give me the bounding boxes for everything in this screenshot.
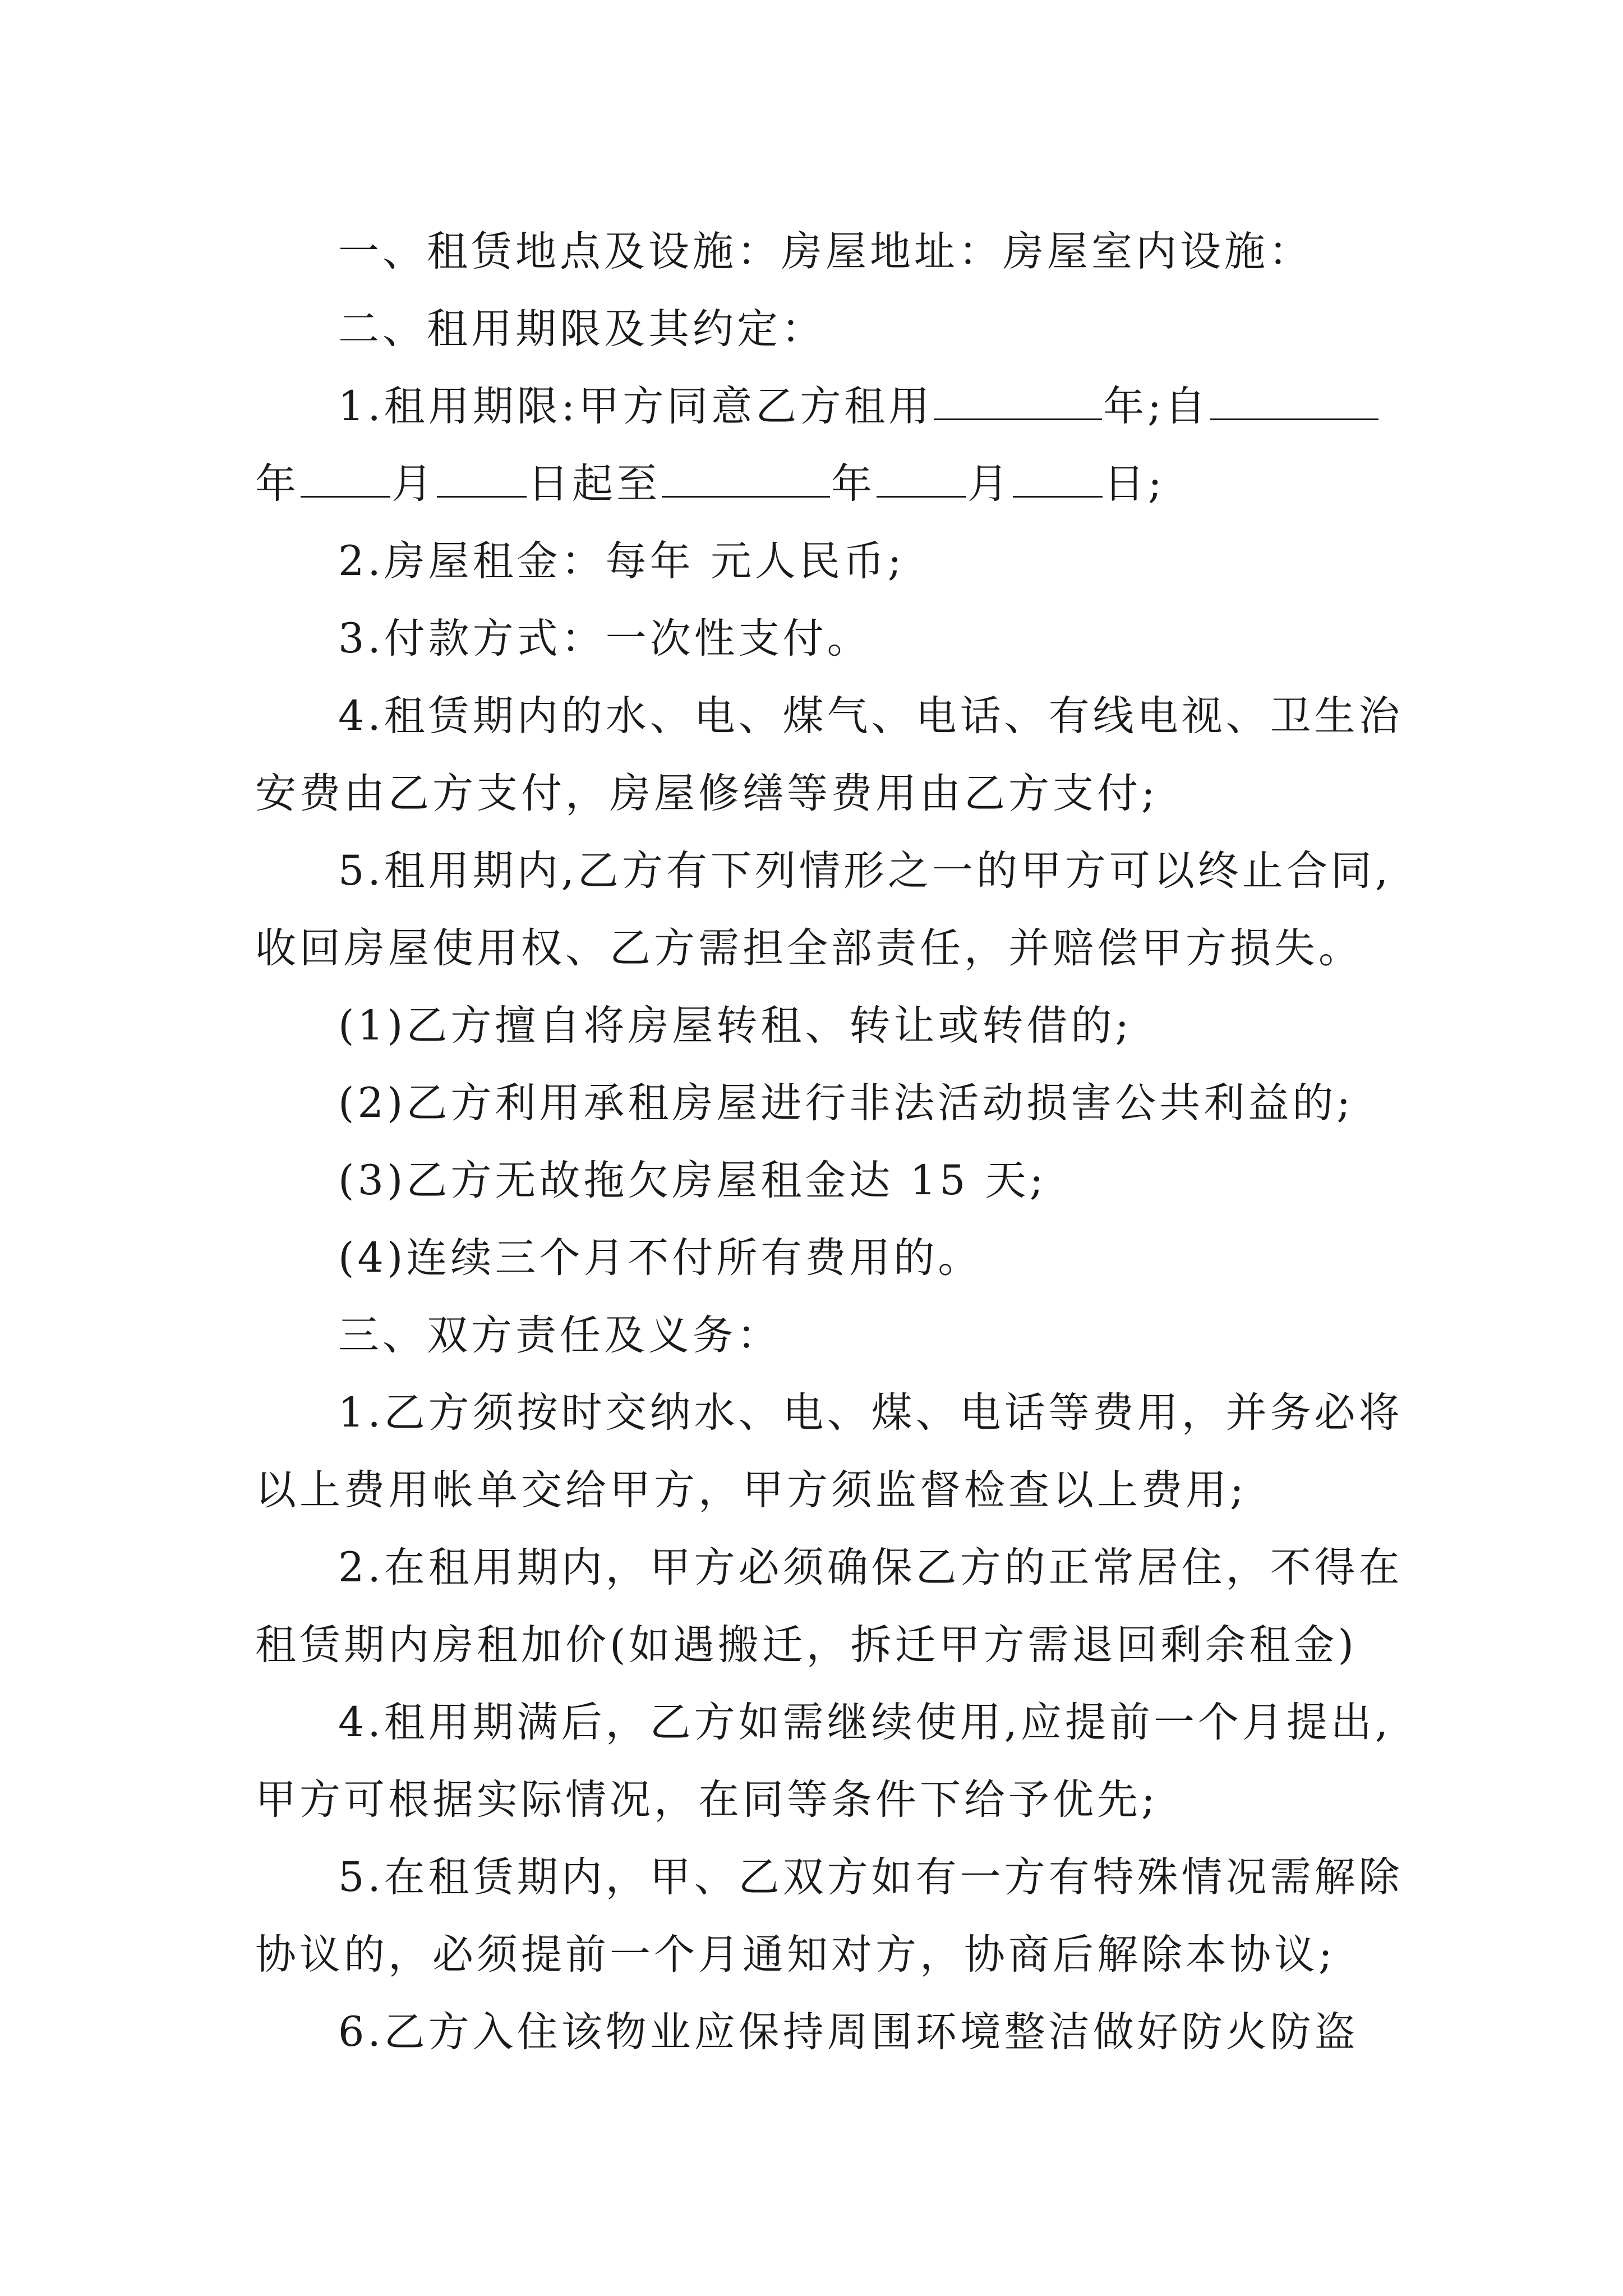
termination-case-1: (1)乙方擅自将房屋转租、转让或转借的;: [338, 1002, 1132, 1050]
start-day-label: 日起至: [528, 460, 661, 508]
duty-1-line-2: 以上费用帐单交给甲方，甲方须监督检查以上费用;: [255, 1466, 1247, 1514]
section-3-heading: 三、双方责任及义务：: [338, 1312, 781, 1359]
term-clause-line-1: [255, 368, 1382, 445]
start-year-label: 年: [255, 460, 299, 508]
duty-5-line-2: 协议的，必须提前一个月通知对方，协商后解除本协议;: [255, 1931, 1336, 1978]
start-month-blank[interactable]: [301, 462, 390, 498]
end-day-label: 日;: [1104, 460, 1165, 508]
end-year-blank[interactable]: [662, 462, 830, 498]
duty-4-line-2: 甲方可根据实际情况，在同等条件下给予优先;: [255, 1776, 1159, 1824]
end-year-label: 年: [831, 460, 875, 508]
duty-4-line-1: 4.租用期满后，乙方如需继续使用,应提前一个月提出,: [338, 1699, 1392, 1746]
term-prefix: 1.租用期限:甲方同意乙方租用: [338, 383, 933, 430]
term-clause-line-2: [255, 445, 1382, 523]
end-day-blank[interactable]: [1013, 462, 1103, 498]
section-1-heading: 一、租赁地点及设施：房屋地址：房屋室内设施：: [338, 228, 1313, 275]
duty-2-line-2: 租赁期内房租加价(如遇搬迁，拆迁甲方需退回剩余租金): [255, 1621, 1357, 1669]
end-month-label: 月: [967, 460, 1012, 508]
rent-clause: 2.房屋租金：每年 元人民币;: [338, 537, 905, 585]
start-year-blank[interactable]: [1210, 385, 1378, 420]
start-day-blank[interactable]: [437, 462, 527, 498]
termination-clause-line-2: 收回房屋使用权、乙方需担全部责任，并赔偿甲方损失。: [255, 924, 1363, 972]
term-years-suffix: 年;自: [1103, 383, 1209, 430]
section-2-heading: 二、租用期限及其约定：: [338, 305, 826, 353]
payment-clause: 3.付款方式：一次性支付。: [338, 615, 872, 662]
termination-case-3: (3)乙方无故拖欠房屋租金达 15 天;: [338, 1157, 1047, 1204]
duty-5-line-1: 5.在租赁期内，甲、乙双方如有一方有特殊情况需解除: [338, 1853, 1403, 1901]
years-blank[interactable]: [934, 385, 1102, 420]
fees-clause-line-2: 安费由乙方支付，房屋修缮等费用由乙方支付;: [255, 770, 1159, 817]
duty-1-line-1: 1.乙方须按时交纳水、电、煤、电话等费用，并务必将: [338, 1389, 1403, 1437]
duty-2-line-1: 2.在租用期内，甲方必须确保乙方的正常居住，不得在: [338, 1544, 1403, 1591]
duty-6-line-1: 6.乙方入住该物业应保持周围环境整洁做好防火防盗: [338, 2008, 1359, 2056]
document-body: [255, 213, 1403, 2071]
fees-clause-line-1: 4.租赁期内的水、电、煤气、电话、有线电视、卫生治: [338, 692, 1403, 740]
end-month-blank[interactable]: [877, 462, 966, 498]
termination-case-2: (2)乙方利用承租房屋进行非法活动损害公共利益的;: [338, 1079, 1354, 1127]
termination-case-4: (4)连续三个月不付所有费用的。: [338, 1234, 983, 1282]
start-month-label: 月: [391, 460, 436, 508]
termination-clause-line-1: 5.租用期内,乙方有下列情形之一的甲方可以终止合同,: [338, 847, 1392, 895]
